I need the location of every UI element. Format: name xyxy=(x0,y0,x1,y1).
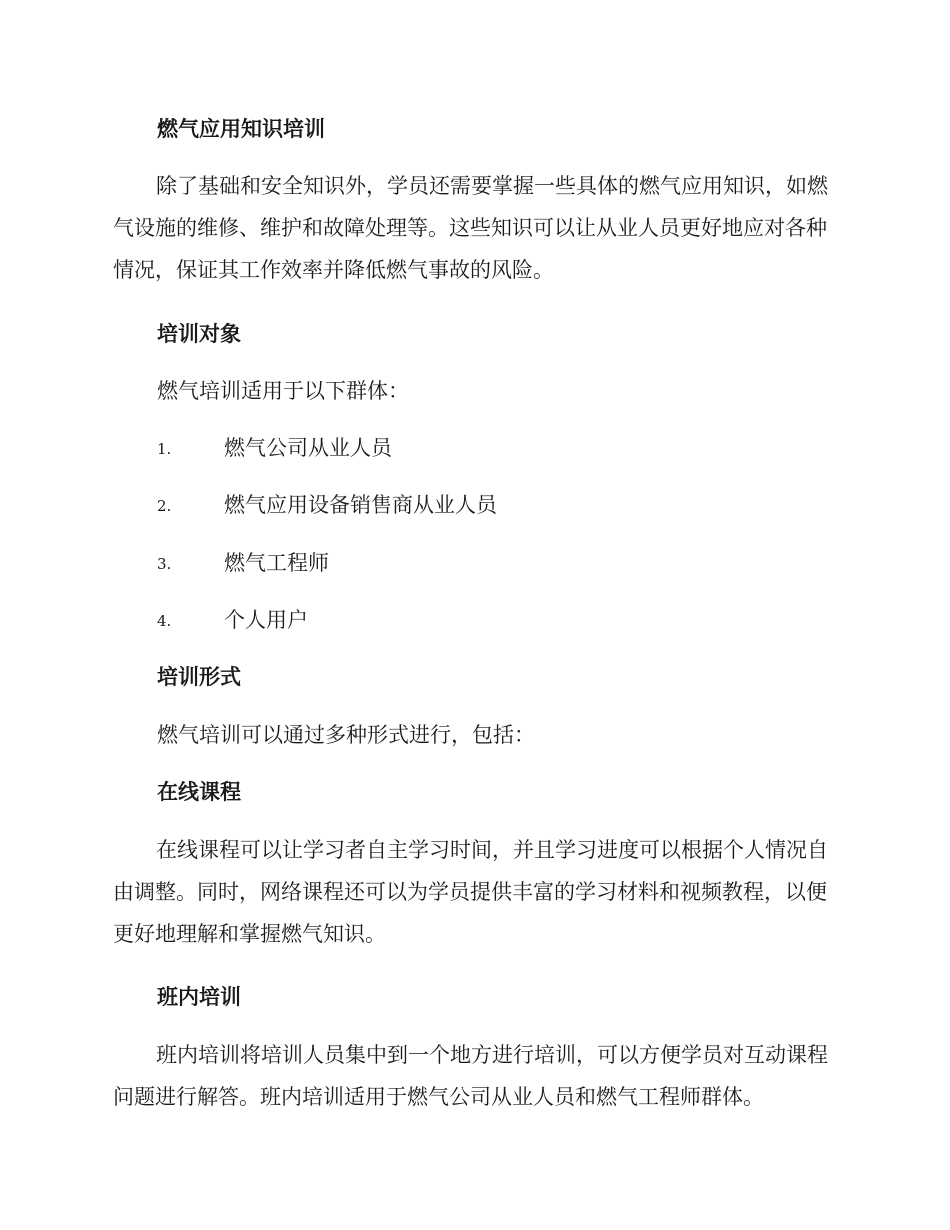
heading-gas-application-training: 燃气应用知识培训 xyxy=(157,117,325,141)
paragraph-gas-application: 除了基础和安全知识外，学员还需要掌握一些具体的燃气应用知识，如燃气设施的维修、维护和故障处理等。这些知识可以让从业人员更好地应对各种情况，保证其工作效率并降低燃气事故的风险。 xyxy=(113,174,828,282)
training-targets-intro: 燃气培训适用于以下群体： xyxy=(157,379,409,403)
list-item-text: 个人用户 xyxy=(224,608,308,632)
heading-training-forms: 培训形式 xyxy=(157,665,241,689)
list-item-number: 2. xyxy=(157,497,172,515)
heading-online-courses: 在线课程 xyxy=(157,780,241,804)
list-item-text: 燃气公司从业人员 xyxy=(224,436,392,460)
list-item-text: 燃气工程师 xyxy=(224,551,329,575)
list-item-number: 4. xyxy=(157,612,172,630)
list-item-number: 1. xyxy=(157,440,172,458)
list-item-number: 3. xyxy=(157,555,172,573)
heading-training-targets: 培训对象 xyxy=(157,322,241,346)
list-item-text: 燃气应用设备销售商从业人员 xyxy=(224,493,497,517)
paragraph-online-courses: 在线课程可以让学习者自主学习时间，并且学习进度可以根据个人情况自由调整。同时，网络课程还可以为学员提供丰富的学习材料和视频教程，以便更好地理解和掌握燃气知识。 xyxy=(113,838,828,946)
heading-class-training: 班内培训 xyxy=(157,985,241,1009)
training-forms-intro: 燃气培训可以通过多种形式进行，包括： xyxy=(157,723,535,747)
paragraph-class-training: 班内培训将培训人员集中到一个地方进行培训，可以方便学员对互动课程问题进行解答。班内培训适用于燃气公司从业人员和燃气工程师群体。 xyxy=(113,1043,828,1109)
